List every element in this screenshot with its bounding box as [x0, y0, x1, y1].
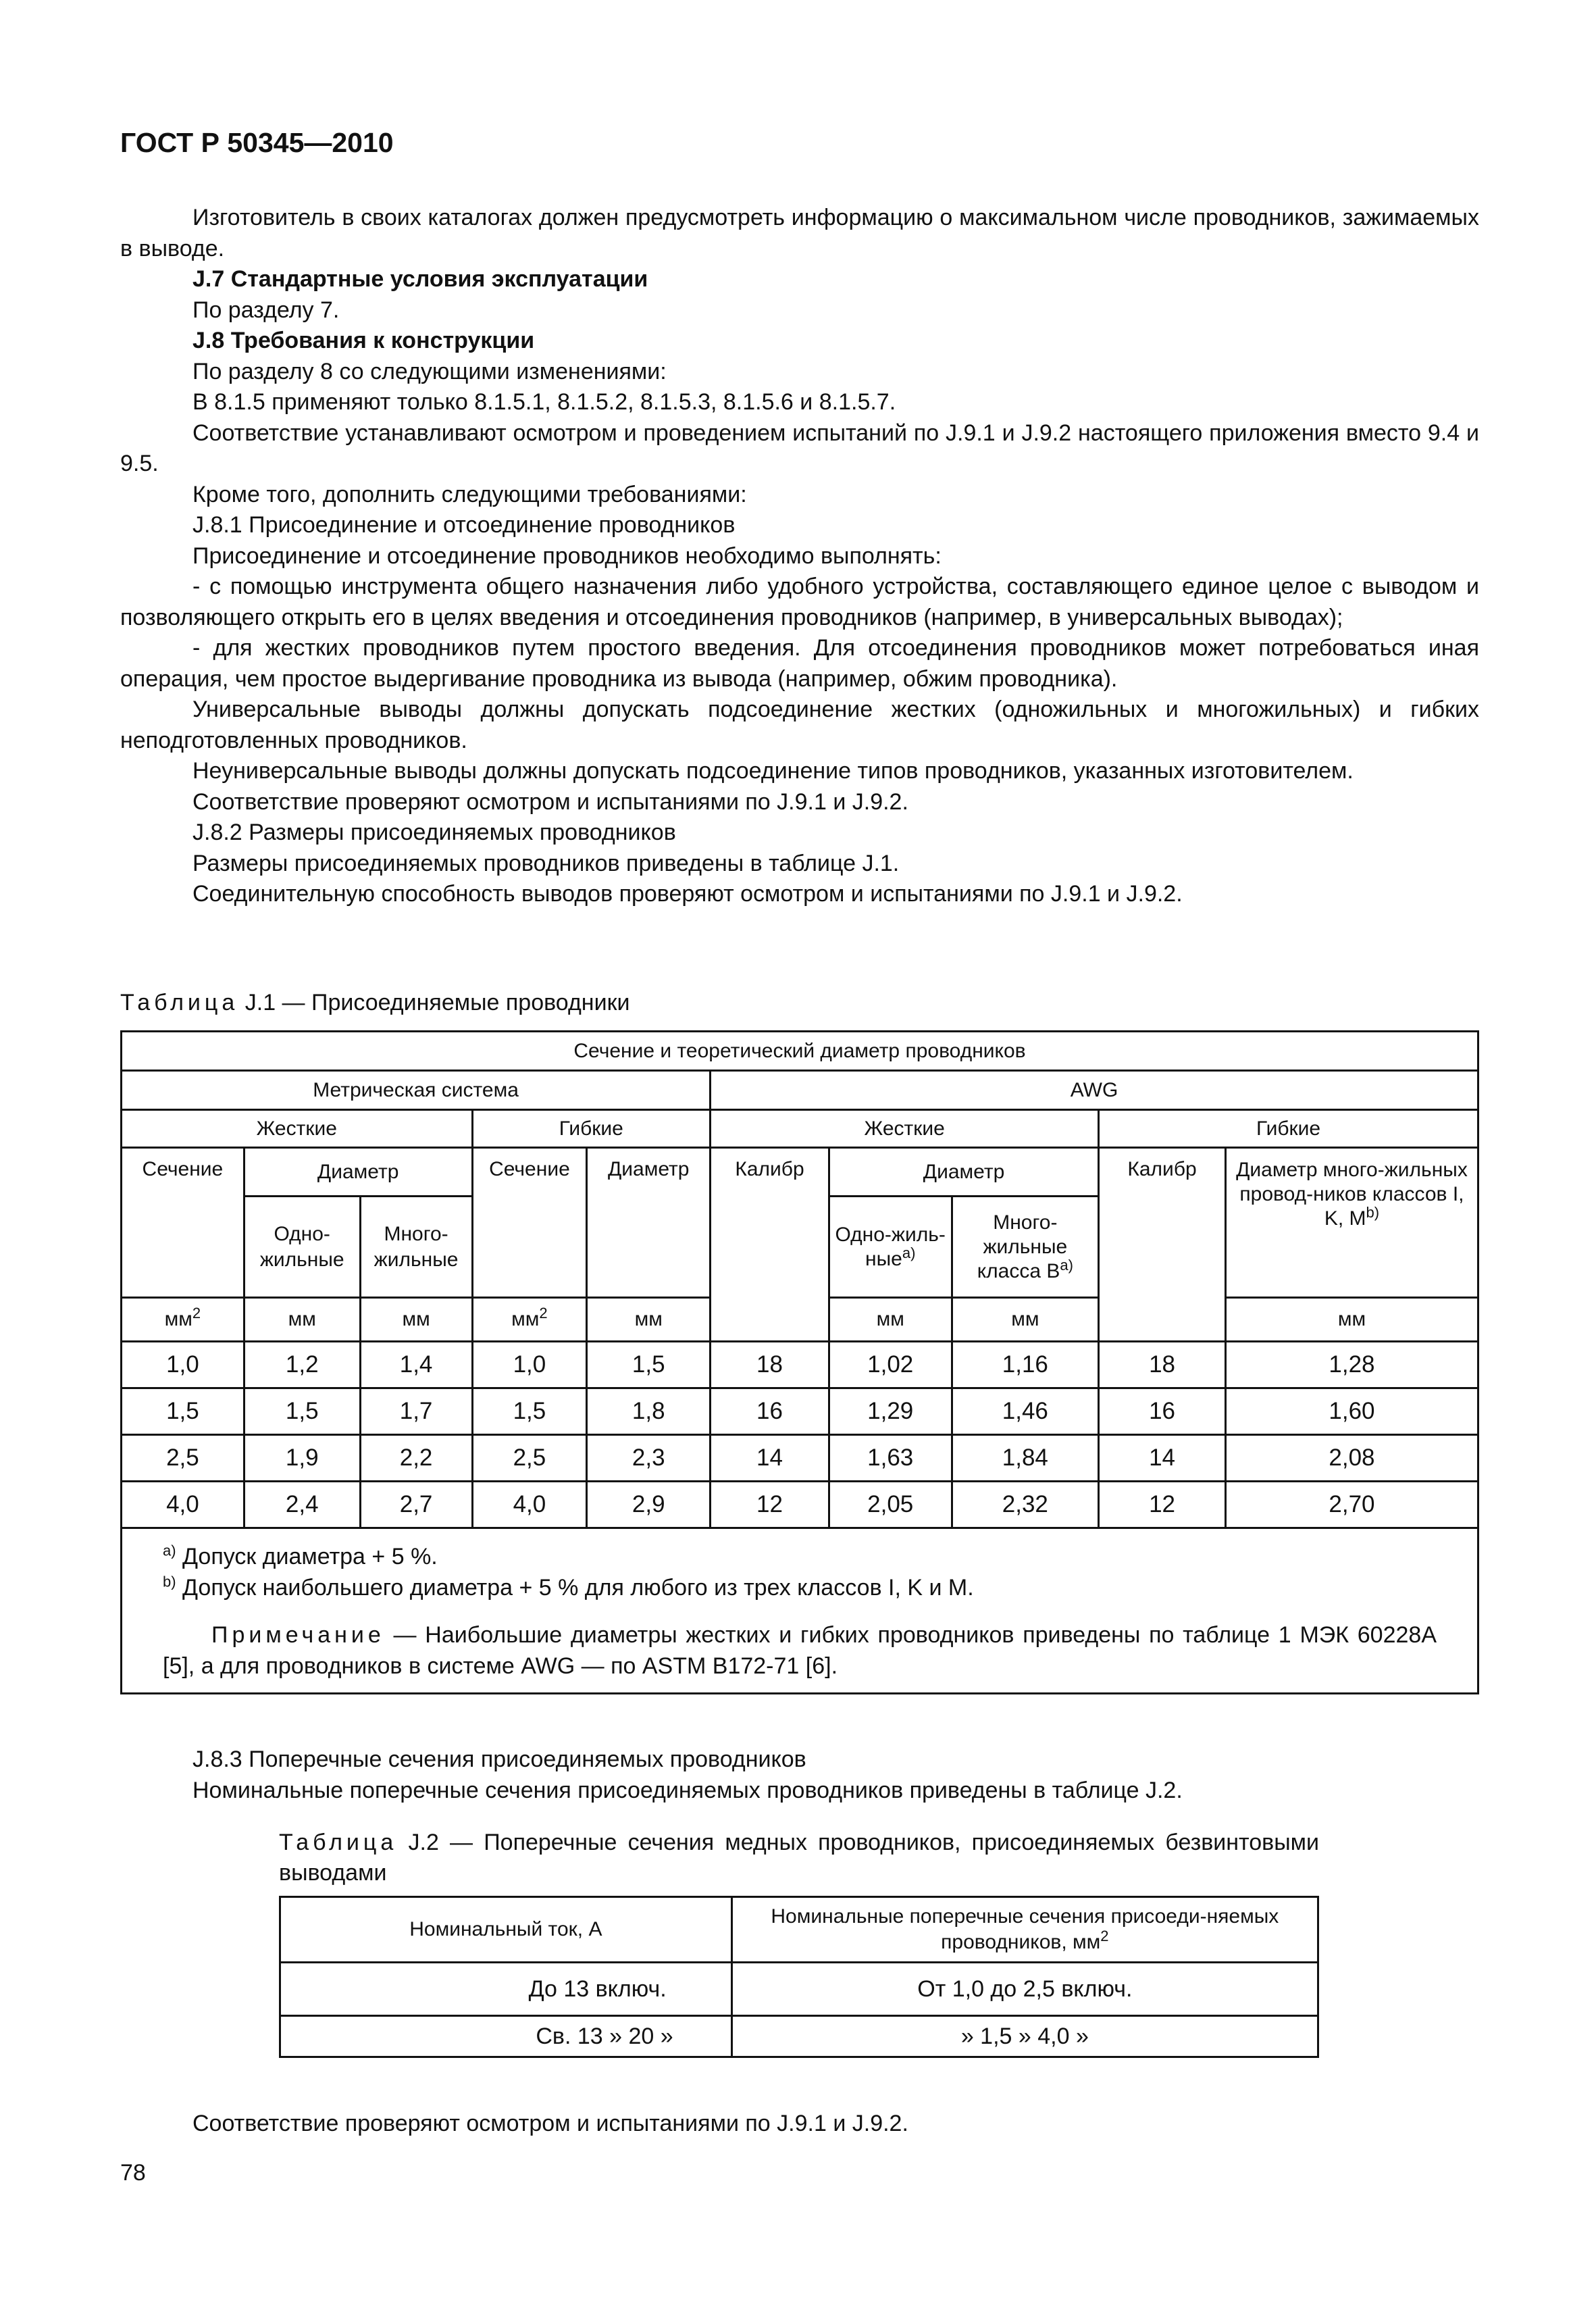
table1-header-top: Сечение и теоретический диаметр проводников	[122, 1032, 1478, 1071]
table-cell: 2,70	[1225, 1482, 1478, 1528]
table2-header-sections	[731, 1897, 1318, 1963]
table-cell: 4,0	[472, 1482, 587, 1528]
body-text	[120, 203, 1479, 910]
table1-note	[163, 1619, 1437, 1682]
closing-paragraph: Соответствие проверяют осмотром и испытаниями по J.9.1 и J.9.2.	[192, 2111, 908, 2136]
paragraph: Изготовитель в своих каталогах должен предусмотреть информацию о максимальном числе проводников, зажимаемых в выводе.	[120, 205, 1479, 261]
footnote-b	[163, 1572, 1437, 1603]
table1-notes	[122, 1528, 1478, 1694]
note-text: — Наибольшие диаметры жестких и гибких проводников приведены по таблице 1 МЭК 60228A [5], а для проводников в системе AWG — по ASTM B172-71 [6].	[163, 1622, 1437, 1679]
section-j83	[120, 1744, 1479, 1806]
table-cell: 2,4	[244, 1482, 360, 1528]
cross-section-table	[279, 1896, 1319, 2058]
footnote-mark: b)	[163, 1573, 176, 1590]
table-row	[280, 2016, 1318, 2057]
unit-cell	[122, 1298, 244, 1342]
section-heading: J.8 Требования к конструкции	[192, 328, 535, 353]
footnote-mark: a)	[1060, 1256, 1073, 1274]
paragraph: В 8.1.5 применяют только 8.1.5.1, 8.1.5.2, 8.1.5.3, 8.1.5.6 и 8.1.5.7.	[192, 389, 896, 415]
note-label: Примечание	[211, 1622, 385, 1648]
table-cell: 1,8	[587, 1388, 711, 1435]
table-cell: 2,9	[587, 1482, 711, 1528]
table2-header-sections-text: Номинальные поперечные сечения присоеди-няемых проводников, мм	[771, 1905, 1279, 1953]
unit-cell: мм	[1225, 1298, 1478, 1342]
list-item: - для жестких проводников путем простого введения. Для отсоединения проводников может потребоваться иная операция, чем простое выдергивание проводника из вывода (например, обжим проводника).	[120, 635, 1479, 692]
paragraph: Размеры присоединяемых проводников приведены в таблице J.1.	[192, 850, 900, 876]
paragraph: Кроме того, дополнить следующими требованиями:	[192, 481, 747, 507]
unit-superscript: 2	[539, 1305, 548, 1322]
table-cell: 18	[711, 1342, 829, 1388]
footnote-mark: b)	[1366, 1204, 1380, 1221]
table-cell: 1,0	[122, 1342, 244, 1388]
table-cell: 1,5	[122, 1388, 244, 1435]
section-heading: J.7 Стандартные условия эксплуатации	[192, 266, 648, 292]
table-cell: 1,84	[952, 1435, 1099, 1482]
paragraph: Присоединение и отсоединение проводников необходимо выполнять:	[192, 543, 942, 569]
unit-text: мм	[164, 1308, 192, 1330]
table-cell: 1,5	[587, 1342, 711, 1388]
footnote-mark: a)	[902, 1244, 916, 1261]
paragraph: По разделу 7.	[192, 297, 340, 323]
subsection-heading: J.8.3 Поперечные сечения присоединяемых проводников	[192, 1746, 806, 1772]
table-cell: 1,63	[829, 1435, 952, 1482]
table1-caption-word: Таблица	[120, 990, 239, 1015]
table-cell: 16	[1099, 1388, 1226, 1435]
footnote-text: Допуск наибольшего диаметра + 5 % для любого из трех классов I, K и M.	[176, 1575, 974, 1601]
table-cell: 12	[711, 1482, 829, 1528]
table-cell: 1,5	[244, 1388, 360, 1435]
paragraph: Номинальные поперечные сечения присоединяемых проводников приведены в таблице J.2.	[192, 1777, 1183, 1803]
unit-text: мм	[511, 1308, 540, 1330]
unit-cell	[472, 1298, 587, 1342]
table-cell: 14	[1099, 1435, 1226, 1482]
table1-header-gauge: Калибр	[711, 1148, 829, 1342]
table-cell: 2,2	[360, 1435, 472, 1482]
footnote-a	[163, 1541, 1437, 1572]
table-cell: 1,29	[829, 1388, 952, 1435]
table-cell: 1,28	[1225, 1342, 1478, 1388]
table1-header-flexible-awg: Гибкие	[1099, 1110, 1478, 1148]
table-cell: 4,0	[122, 1482, 244, 1528]
table-cell: 2,08	[1225, 1435, 1478, 1482]
table-cell: 1,5	[472, 1388, 587, 1435]
table-cell: 2,05	[829, 1482, 952, 1528]
table1-header-diameter: Диаметр	[244, 1148, 472, 1197]
paragraph: Универсальные выводы должны допускать подсоединение жестких (одножильных и многожильных) и гибких неподготовленных проводников.	[120, 697, 1479, 753]
footnote-mark: a)	[163, 1542, 176, 1559]
table1-header-max-diameter-text: Диаметр много-жильных провод-ников классов I, K, M	[1236, 1159, 1468, 1230]
table1-header-stranded-awg	[952, 1197, 1099, 1298]
table1-header-metric: Метрическая система	[122, 1071, 711, 1110]
table-cell: 2,7	[360, 1482, 472, 1528]
unit-superscript: 2	[192, 1305, 201, 1322]
table-cell: 14	[711, 1435, 829, 1482]
subsection-heading: J.8.1 Присоединение и отсоединение проводников	[192, 512, 736, 538]
table-cell: 2,5	[122, 1435, 244, 1482]
table-cell: 1,9	[244, 1435, 360, 1482]
table-cell: 1,16	[952, 1342, 1099, 1388]
table-cell: 1,7	[360, 1388, 472, 1435]
table-cell: 18	[1099, 1342, 1226, 1388]
table1-header-stranded-awg-text: Много-жильные класса B	[977, 1211, 1068, 1282]
table1-header-section-flex: Сечение	[472, 1148, 587, 1298]
table1-header-solid: Одно-жильные	[244, 1197, 360, 1298]
table-cell: 2,32	[952, 1482, 1099, 1528]
table-cell: 1,0	[472, 1342, 587, 1388]
paragraph: По разделу 8 со следующими изменениями:	[192, 358, 667, 384]
table-cell: 1,60	[1225, 1388, 1478, 1435]
table-row	[280, 1963, 1318, 2016]
table-cell: До 13 включ.	[280, 1963, 732, 2016]
table-cell: 1,2	[244, 1342, 360, 1388]
unit-cell: мм	[587, 1298, 711, 1342]
paragraph: Соответствие устанавливают осмотром и проведением испытаний по J.9.1 и J.9.2 настоящего приложения вместо 9.4 и 9.5.	[120, 420, 1479, 476]
paragraph: Неуниверсальные выводы должны допускать подсоединение типов проводников, указанных изготовителем.	[192, 758, 1354, 784]
table1-header-flexible: Гибкие	[472, 1110, 711, 1148]
table1-caption-text: J.1 — Присоединяемые проводники	[238, 990, 630, 1015]
paragraph: Соединительную способность выводов проверяют осмотром и испытаниями по J.9.1 и J.9.2.	[192, 881, 1183, 907]
table1-header-stranded: Много-жильные	[360, 1197, 472, 1298]
table-cell: » 1,5 » 4,0 »	[731, 2016, 1318, 2057]
table2-caption	[279, 1828, 1319, 1888]
unit-cell: мм	[829, 1298, 952, 1342]
table2-caption-text: J.2 — Поперечные сечения медных проводников, присоединяемых безвинтовыми выводами	[279, 1830, 1319, 1886]
table-cell: 12	[1099, 1482, 1226, 1528]
standard-title: ГОСТ Р 50345—2010	[120, 127, 394, 158]
unit-cell: мм	[360, 1298, 472, 1342]
table-cell: 1,4	[360, 1342, 472, 1388]
table1-header-max-diameter	[1225, 1148, 1478, 1298]
page-number: 78	[120, 2160, 146, 2186]
table2-header-current: Номинальный ток, A	[280, 1897, 732, 1963]
table-row	[122, 1435, 1478, 1482]
table-cell: От 1,0 до 2,5 включ.	[731, 1963, 1318, 2016]
footnote-text: Допуск диаметра + 5 %.	[176, 1544, 438, 1569]
table1-header-awg: AWG	[711, 1071, 1478, 1110]
table-row	[122, 1482, 1478, 1528]
table-cell: 1,02	[829, 1342, 952, 1388]
subsection-heading: J.8.2 Размеры присоединяемых проводников	[192, 820, 676, 845]
list-item: - с помощью инструмента общего назначения либо удобного устройства, составляющего единое целое с выводом и позволяющего открыть его в целях введения и отсоединения проводников (например, в универсальных выводах);	[120, 574, 1479, 630]
table1-caption	[120, 990, 629, 1016]
table-row	[122, 1342, 1478, 1388]
paragraph: Соответствие проверяют осмотром и испытаниями по J.9.1 и J.9.2.	[192, 788, 908, 815]
table-cell: 1,46	[952, 1388, 1099, 1435]
unit-cell: мм	[244, 1298, 360, 1342]
table1-header-solid-awg-text: Одно-жиль-ные	[835, 1223, 946, 1270]
table1-header-solid-awg	[829, 1197, 952, 1298]
table-row	[122, 1388, 1478, 1435]
table1-header-gauge-flex: Калибр	[1099, 1148, 1226, 1342]
unit-cell: мм	[952, 1298, 1099, 1342]
table-cell: Св. 13 » 20 »	[280, 2016, 732, 2057]
table1-header-section: Сечение	[122, 1148, 244, 1298]
table-cell: 2,5	[472, 1435, 587, 1482]
table2-caption-word: Таблица	[279, 1830, 398, 1855]
table-cell: 16	[711, 1388, 829, 1435]
table1-header-diameter-awg: Диаметр	[829, 1148, 1098, 1197]
table1-header-rigid: Жесткие	[122, 1110, 473, 1148]
table1-header-rigid-awg: Жесткие	[711, 1110, 1099, 1148]
conductor-table	[120, 1030, 1479, 1694]
unit-superscript: 2	[1100, 1928, 1109, 1944]
table-cell: 2,3	[587, 1435, 711, 1482]
table1-header-diameter-flex: Диаметр	[587, 1148, 711, 1298]
